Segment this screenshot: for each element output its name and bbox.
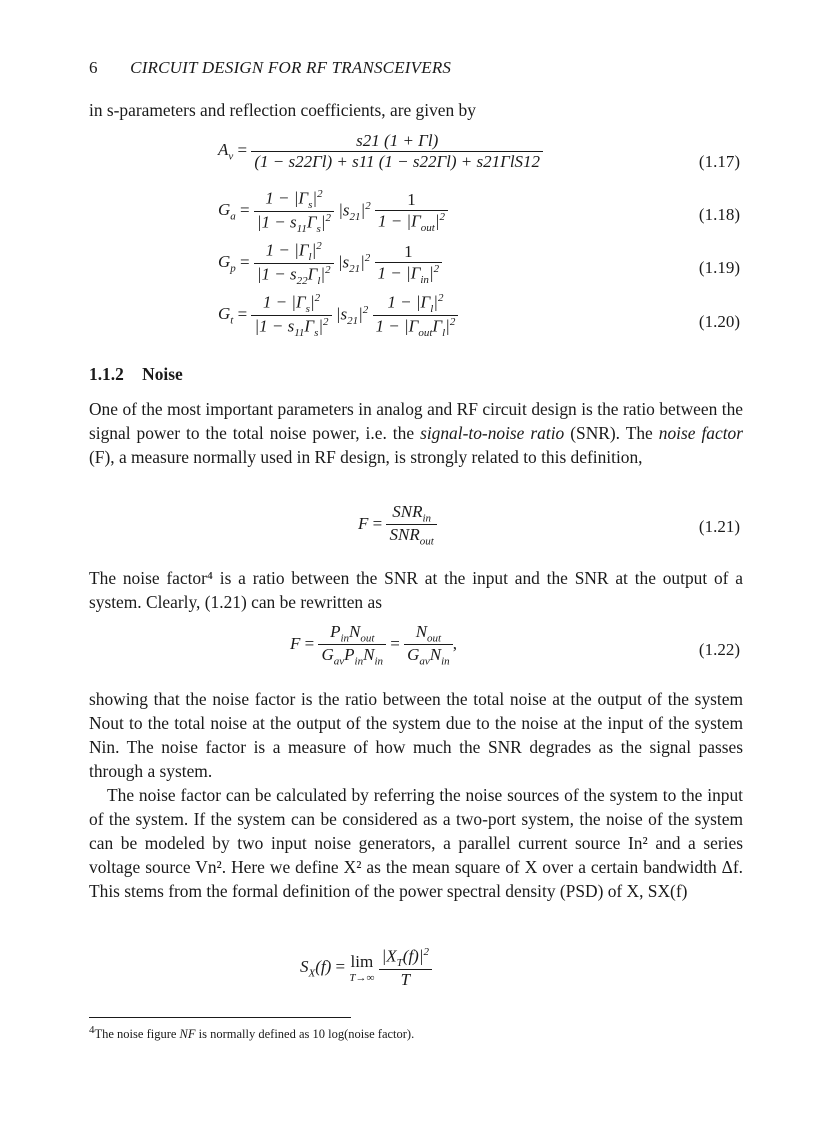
eq-label-1-20: (1.20): [698, 312, 740, 331]
equation-1-19: $G_p$ = $\frac{1 - |\Gamma_l|^2}{|1 - s_{22}\Gamma_l|^2}$ $|s_{21}|^2$ $\frac{1}{1 - |\Gamma_{in}|^2}$: [218, 240, 442, 287]
footnote-text-a: The noise figure: [94, 1027, 180, 1042]
paragraph-2: The noise factor⁴ is a ratio between the SNR at the input and the SNR at the output of a system. Clearly, (1.21) can be rewritten as: [89, 568, 743, 612]
section-title: Noise: [142, 364, 183, 384]
equation-psd: $S_X(f)$ = lim T→∞ $\frac{|X_T(f)|^2}{T}$: [300, 946, 432, 990]
paragraph-1: [89, 397, 743, 469]
section-number: 1.1.2: [89, 364, 124, 384]
eq-1-17-numerator: s21 (1 + Γl): [356, 131, 439, 150]
equation-1-21: F = $\frac{SNR_{in}}{SNR_{out}}$: [358, 502, 437, 548]
running-header: [89, 58, 451, 78]
running-title: CIRCUIT DESIGN FOR RF TRANSCEIVERS: [130, 58, 452, 77]
footnote-text-c: is normally defined as 10 log(noise factor).: [195, 1027, 415, 1042]
p1-term-noise-factor: noise factor: [658, 423, 744, 443]
section-heading: [89, 364, 183, 385]
page-number: 6: [89, 58, 98, 77]
p1-text-e: (F), a measure normally used in RF design, is strongly related to this definition,: [89, 447, 643, 467]
intro-line: in s-parameters and reflection coefficients, are given by: [89, 100, 476, 120]
eq-label-1-21: (1.21): [698, 517, 740, 536]
footnote-rule: [89, 1017, 351, 1018]
paragraph-3: showing that the noise factor is the ratio between the total noise at the output of the system Nout to the total noise at the output of the system due to the noise at the input of the system Nin. The noise factor is a measure of how much the SNR degrades as the signal passes through a system.: [89, 689, 743, 781]
footnote: [89, 1024, 414, 1042]
eq-1-17-denominator: (1 − s22Γl) + s11 (1 − s22Γl) + s21ΓlS12: [251, 151, 543, 172]
eq-label-1-22: (1.22): [698, 640, 740, 659]
equation-1-17: $A_v$ = $\frac{s21 (1 + \Gamma l)}{\text{(1 − s22Γl) + s11 (1 − s22Γl) + s21ΓlS12}}$: [218, 131, 543, 172]
equation-1-20: $G_t$ = $\frac{1 - |\Gamma_s|^2}{|1 - s_{11}\Gamma_s|^2}$ $|s_{21}|^2$ $\frac{1 - |\Gamma_l|^2}{1 - |\Gamma_{out}\Gamma_l|^2}$: [218, 292, 458, 339]
p1-term-snr: signal-to-noise ratio: [420, 423, 565, 443]
p1-text-c: (SNR). The: [564, 423, 659, 443]
equation-1-18: $G_a$ = $\frac{1 - |\Gamma_s|^2}{|1 - s_{11}\Gamma_s|^2}$ $|s_{21}|^2$ $\frac{1}{1 - |\Gamma_{out}|^2}$: [218, 188, 448, 235]
p1-text-a: One of the most important parameters in analog and RF circuit design is the ratio between the signal power to the total noise power, i.e. the: [89, 399, 743, 443]
eq-label-1-18: (1.18): [698, 205, 740, 224]
footnote-term-nf: NF: [179, 1027, 196, 1042]
footnote-marker: 4: [89, 1024, 95, 1036]
paragraph-4: The noise factor can be calculated by referring the noise sources of the system to the input of the system. If the system can be considered as a two-port system, the noise of the system can be modeled by two input noise generators, a parallel current source In² and a series voltage source Vn². Here we define X² as the mean square of X over a certain bandwidth Δf. This stems from the formal definition of the power spectral density (PSD) of X, SX(f): [89, 785, 743, 901]
eq-label-1-19: (1.19): [698, 258, 740, 277]
eq-label-1-17: (1.17): [698, 152, 740, 171]
equation-1-22: F = $\frac{P_{in}N_{out}}{G_{av}P_{in}N_{in}}$ = $\frac{N_{out}}{G_{av}N_{in}}$ ,: [290, 622, 457, 668]
